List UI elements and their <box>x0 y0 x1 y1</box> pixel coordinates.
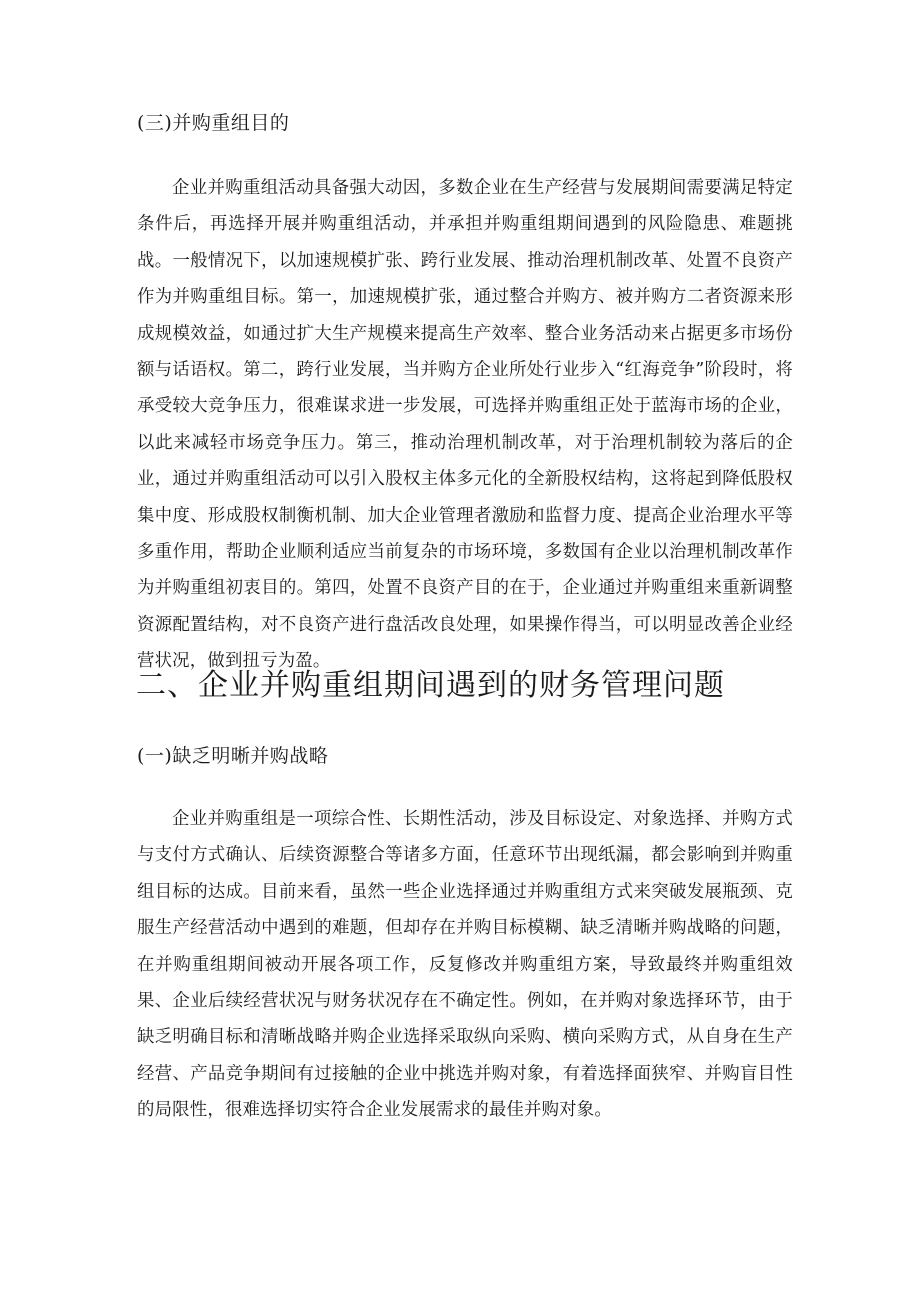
section-1-paragraph: 企业并购重组是一项综合性、长期性活动，涉及目标设定、对象选择、并购方式与支付方式确认、后续资源整合等诸多方面，任意环节出现纸漏，都会影响到并购重组目标的达成。目前来看，虽然一些企业选择通过并购重组方式来突破发展瓶颈、克服生产经营活动中遇到的难题，但却存在并购目标模糊、缺乏清晰并购战略的问题，在并购重组期间被动开展各项工作，反复修改并购重组方案，导致最终并购重组效果、企业后续经营状况与财务状况存在不确定性。例如，在并购对象选择环节，由于缺乏明确目标和清晰战略并购企业选择采取纵向采购、横向采购方式，从自身在生产经营、产品竞争期间有过接触的企业中挑选并购对象，有着选择面狭窄、并购盲目性的局限性，很难选择切实符合企业发展需求的最佳并购对象。 <box>137 809 793 1121</box>
section-3-paragraph: 企业并购重组活动具备强大动因，多数企业在生产经营与发展期间需要满足特定条件后，再选择开展并购重组活动，并承担并购重组期间遇到的风险隐患、难题挑战。一般情况下，以加速规模扩张、跨行业发展、推动治理机制改革、处置不良资产作为并购重组目标。第一，加速规模扩张，通过整合并购方、被并购方二者资源来形成规模效益，如通过扩大生产规模来提高生产效率、整合业务活动来占据更多市场份额与话语权。第二，跨行业发展，当并购方企业所处行业步入“红海竞争”阶段时，将承受较大竞争压力，很难谋求进一步发展，可选择并购重组正处于蓝海市场的企业，以此来减轻市场竞争压力。第三，推动治理机制改革，对于治理机制较为落后的企业，通过并购重组活动可以引入股权主体多元化的全新股权结构，这将起到降低股权集中度、形成股权制衡机制、加大企业管理者激励和监督力度、提高企业治理水平等多重作用，帮助企业顺利适应当前复杂的市场环境，多数国有企业以治理机制改革作为并购重组初衷目的。第四，处置不良资产目的在于，企业通过并购重组来重新调整资源配置结构，对不良资产进行盘活改良处理，如果操作得当，可以明显改善企业经营状况，做到扭亏为盈。 <box>137 178 793 672</box>
section-3-heading: (三)并购重组目的 <box>137 112 290 134</box>
section-1-heading: (一)缺乏明晰并购战略 <box>137 745 329 767</box>
chapter-2-heading: 二、企业并购重组期间遇到的财务管理问题 <box>136 668 725 703</box>
